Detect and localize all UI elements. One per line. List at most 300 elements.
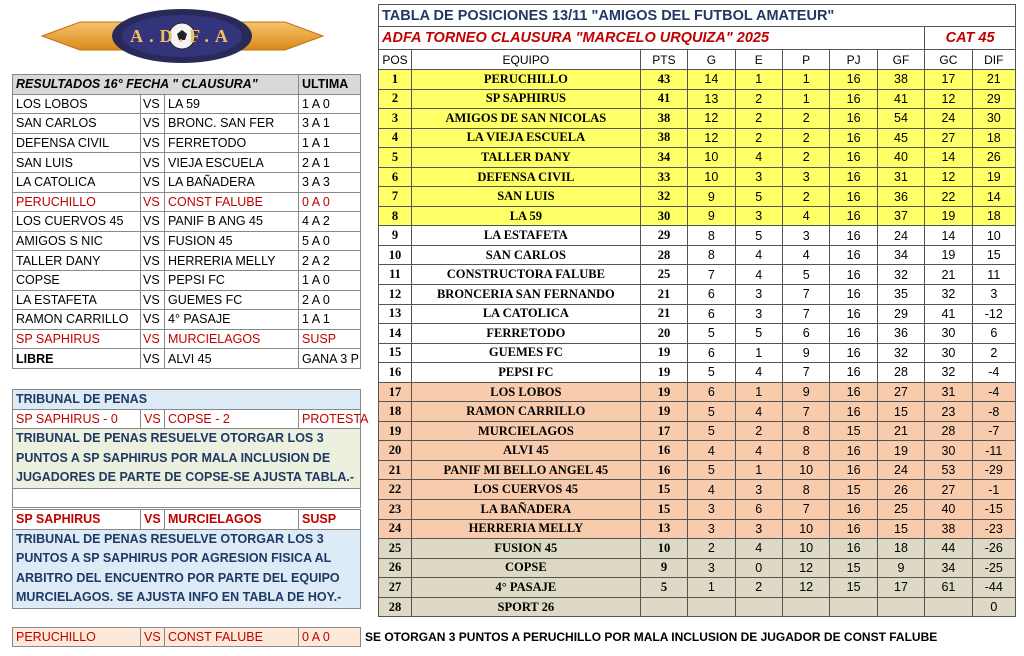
standings-gc: 41 — [925, 304, 972, 324]
standings-g — [688, 597, 735, 617]
standings-row — [379, 89, 1016, 109]
standings-g: 4 — [688, 441, 735, 461]
standings-p: 1 — [782, 70, 829, 90]
standings-p: 7 — [782, 363, 829, 383]
standings-dif: 29 — [972, 89, 1015, 109]
standings-gc: 27 — [925, 480, 972, 500]
standings-pos: 13 — [379, 304, 412, 324]
result-away: BRONC. SAN FER — [165, 114, 299, 134]
standings-row — [379, 324, 1016, 344]
standings-row — [379, 245, 1016, 265]
result-vs: VS — [141, 270, 165, 290]
result-row — [13, 251, 361, 271]
result-away: PANIF B ANG 45 — [165, 212, 299, 232]
standings-p: 9 — [782, 382, 829, 402]
standings-team: BRONCERIA SAN FERNANDO — [411, 285, 640, 305]
standings-gf — [877, 597, 924, 617]
standings-pj: 16 — [830, 402, 877, 422]
standings-gf: 54 — [877, 109, 924, 129]
standings-gc: 14 — [925, 148, 972, 168]
result-row — [13, 329, 361, 349]
standings-pos: 18 — [379, 402, 412, 422]
standings-p: 7 — [782, 402, 829, 422]
standings-pos: 8 — [379, 206, 412, 226]
standings-gf: 32 — [877, 265, 924, 285]
standings-e: 0 — [735, 558, 782, 578]
standings-gc: 31 — [925, 382, 972, 402]
standings-gc: 17 — [925, 70, 972, 90]
standings-team: SAN CARLOS — [411, 245, 640, 265]
standings-p: 10 — [782, 519, 829, 539]
standings-g: 4 — [688, 480, 735, 500]
standings-row — [379, 343, 1016, 363]
standings-e: 4 — [735, 402, 782, 422]
standings-e: 2 — [735, 578, 782, 598]
standings-row — [379, 382, 1016, 402]
standings-g: 2 — [688, 539, 735, 559]
standings-pj: 16 — [830, 167, 877, 187]
standings-pos: 2 — [379, 89, 412, 109]
standings-pos: 15 — [379, 343, 412, 363]
standings-e — [735, 597, 782, 617]
result-away: LA BAÑADERA — [165, 172, 299, 192]
tribunal-box-1 — [12, 389, 369, 508]
standings-dif: -12 — [972, 304, 1015, 324]
standings-pj: 15 — [830, 578, 877, 598]
standings-e: 2 — [735, 421, 782, 441]
standings-pts: 15 — [640, 480, 687, 500]
standings-g: 13 — [688, 89, 735, 109]
standings-pts: 43 — [640, 70, 687, 90]
standings-g: 6 — [688, 285, 735, 305]
standings-row — [379, 578, 1016, 598]
standings-dif: -8 — [972, 402, 1015, 422]
standings-team: 4° PASAJE — [411, 578, 640, 598]
result-away: MURCIELAGOS — [165, 329, 299, 349]
standings-team: GUEMES FC — [411, 343, 640, 363]
standings-header-row — [379, 50, 1016, 70]
tribunal1-spacer — [13, 488, 361, 507]
standings-pos: 14 — [379, 324, 412, 344]
standings-g: 8 — [688, 226, 735, 246]
standings-row — [379, 70, 1016, 90]
standings-pj: 16 — [830, 226, 877, 246]
standings-e: 5 — [735, 324, 782, 344]
result-row — [13, 290, 361, 310]
standings-gf: 26 — [877, 480, 924, 500]
standings-g: 9 — [688, 206, 735, 226]
standings-pj: 16 — [830, 324, 877, 344]
result-score: 1 A 1 — [299, 133, 361, 153]
standings-pos: 9 — [379, 226, 412, 246]
standings-row — [379, 421, 1016, 441]
result-score: 2 A 0 — [299, 290, 361, 310]
standings-e: 2 — [735, 89, 782, 109]
standings-gc: 12 — [925, 167, 972, 187]
result-home: LOS CUERVOS 45 — [13, 212, 141, 232]
result-row — [13, 114, 361, 134]
standings-pts: 28 — [640, 245, 687, 265]
standings-pj: 16 — [830, 109, 877, 129]
result-vs: VS — [141, 290, 165, 310]
standings-dif: -44 — [972, 578, 1015, 598]
result-row — [13, 212, 361, 232]
col-header-equipo: EQUIPO — [411, 50, 640, 70]
result-home: PERUCHILLO — [13, 192, 141, 212]
standings-e: 3 — [735, 519, 782, 539]
standings-gc: 28 — [925, 421, 972, 441]
result-vs: VS — [141, 94, 165, 114]
standings-dif: 26 — [972, 148, 1015, 168]
result-home: TALLER DANY — [13, 251, 141, 271]
standings-team: AMIGOS DE SAN NICOLAS — [411, 109, 640, 129]
standings-team: LA 59 — [411, 206, 640, 226]
standings-gc: 27 — [925, 128, 972, 148]
result-score: 2 A 2 — [299, 251, 361, 271]
standings-row — [379, 519, 1016, 539]
standings-pos: 3 — [379, 109, 412, 129]
standings-gc: 61 — [925, 578, 972, 598]
result-score: 3 A 3 — [299, 172, 361, 192]
result-vs: VS — [141, 349, 165, 369]
standings-row — [379, 441, 1016, 461]
standings-gc: 24 — [925, 109, 972, 129]
standings-gc: 32 — [925, 285, 972, 305]
result-home: LOS LOBOS — [13, 94, 141, 114]
result-score: 1 A 1 — [299, 310, 361, 330]
standings-p: 8 — [782, 421, 829, 441]
col-header-pj: PJ — [830, 50, 877, 70]
standings-p: 7 — [782, 285, 829, 305]
standings-title: TABLA DE POSICIONES 13/11 "AMIGOS DEL FUTBOL AMATEUR" — [379, 5, 1016, 27]
standings-dif: 10 — [972, 226, 1015, 246]
note-away: CONST FALUBE — [165, 628, 299, 647]
standings-pj: 16 — [830, 441, 877, 461]
result-away: LA 59 — [165, 94, 299, 114]
standings-p: 1 — [782, 89, 829, 109]
standings-e: 2 — [735, 109, 782, 129]
standings-pj: 16 — [830, 500, 877, 520]
result-home: COPSE — [13, 270, 141, 290]
standings-team: PANIF MI BELLO ANGEL 45 — [411, 460, 640, 480]
standings-pos: 22 — [379, 480, 412, 500]
note-message: SE OTORGAN 3 PUNTOS A PERUCHILLO POR MALA INCLUSION DE JUGADOR DE CONST FALUBE — [365, 630, 938, 644]
standings-pts: 29 — [640, 226, 687, 246]
standings-dif: 21 — [972, 70, 1015, 90]
standings-pj: 16 — [830, 128, 877, 148]
result-score: 0 A 0 — [299, 192, 361, 212]
standings-dif: 19 — [972, 167, 1015, 187]
standings-gc: 32 — [925, 363, 972, 383]
standings-g: 10 — [688, 167, 735, 187]
standings-pts — [640, 597, 687, 617]
standings-gc: 19 — [925, 206, 972, 226]
standings-pj: 16 — [830, 519, 877, 539]
standings-g: 14 — [688, 70, 735, 90]
standings-gf: 34 — [877, 245, 924, 265]
standings-pj: 16 — [830, 363, 877, 383]
standings-team: DEFENSA CIVIL — [411, 167, 640, 187]
standings-e: 3 — [735, 167, 782, 187]
standings-p: 12 — [782, 578, 829, 598]
standings-pts: 21 — [640, 285, 687, 305]
standings-gf: 31 — [877, 167, 924, 187]
standings-row — [379, 480, 1016, 500]
standings-row — [379, 187, 1016, 207]
standings-pos: 17 — [379, 382, 412, 402]
standings-gf: 18 — [877, 539, 924, 559]
standings-gf: 37 — [877, 206, 924, 226]
standings-pos: 21 — [379, 460, 412, 480]
standings-pos: 20 — [379, 441, 412, 461]
results-header — [13, 75, 361, 95]
standings-e: 4 — [735, 539, 782, 559]
standings-gf: 15 — [877, 402, 924, 422]
standings-gc: 19 — [925, 245, 972, 265]
standings-pj: 15 — [830, 558, 877, 578]
adfa-logo — [40, 6, 325, 66]
standings-pts: 10 — [640, 539, 687, 559]
result-vs: VS — [141, 133, 165, 153]
standings-pos: 19 — [379, 421, 412, 441]
standings-pos: 23 — [379, 500, 412, 520]
standings-pos: 5 — [379, 148, 412, 168]
standings-gc: 44 — [925, 539, 972, 559]
standings-p: 4 — [782, 206, 829, 226]
standings-gc: 30 — [925, 441, 972, 461]
col-header-pos: POS — [379, 50, 412, 70]
result-vs: VS — [141, 251, 165, 271]
result-away: CONST FALUBE — [165, 192, 299, 212]
result-row — [13, 172, 361, 192]
standings-gc: 14 — [925, 226, 972, 246]
standings-p: 9 — [782, 343, 829, 363]
standings-pts: 19 — [640, 382, 687, 402]
standings-pts: 21 — [640, 304, 687, 324]
result-row — [13, 153, 361, 173]
standings-team: SPORT 26 — [411, 597, 640, 617]
standings-team: PEPSI FC — [411, 363, 640, 383]
standings-team: ALVI 45 — [411, 441, 640, 461]
standings-g: 5 — [688, 421, 735, 441]
tribunal2-away: MURCIELAGOS — [165, 510, 299, 530]
result-away: HERRERIA MELLY — [165, 251, 299, 271]
result-vs: VS — [141, 329, 165, 349]
standings-gc: 34 — [925, 558, 972, 578]
result-away: 4° PASAJE — [165, 310, 299, 330]
standings-dif: 14 — [972, 187, 1015, 207]
standings-row — [379, 500, 1016, 520]
standings-category: CAT 45 — [925, 27, 1016, 50]
standings-dif: -7 — [972, 421, 1015, 441]
bottom-note — [12, 627, 1023, 647]
standings-pts: 17 — [640, 421, 687, 441]
standings-g: 5 — [688, 324, 735, 344]
col-header-g: G — [688, 50, 735, 70]
col-header-dif: DIF — [972, 50, 1015, 70]
standings-gf: 21 — [877, 421, 924, 441]
standings-gf: 24 — [877, 226, 924, 246]
standings-gf: 29 — [877, 304, 924, 324]
standings-gc: 38 — [925, 519, 972, 539]
standings-pts: 30 — [640, 206, 687, 226]
results-title: RESULTADOS 16° FECHA " CLAUSURA" — [13, 75, 299, 95]
result-row — [13, 192, 361, 212]
standings-pj: 16 — [830, 304, 877, 324]
standings-pj: 16 — [830, 148, 877, 168]
standings-gc: 22 — [925, 187, 972, 207]
standings-pj — [830, 597, 877, 617]
result-score: 1 A 0 — [299, 270, 361, 290]
standings-row — [379, 402, 1016, 422]
standings-dif: -15 — [972, 500, 1015, 520]
result-score: 4 A 2 — [299, 212, 361, 232]
standings-g: 12 — [688, 128, 735, 148]
result-vs: VS — [141, 212, 165, 232]
standings-row — [379, 304, 1016, 324]
standings-g: 8 — [688, 245, 735, 265]
standings-pts: 38 — [640, 128, 687, 148]
standings-row — [379, 285, 1016, 305]
standings-e: 1 — [735, 343, 782, 363]
standings-team: LA VIEJA ESCUELA — [411, 128, 640, 148]
result-row — [13, 231, 361, 251]
standings-pts: 9 — [640, 558, 687, 578]
standings-gf: 15 — [877, 519, 924, 539]
standings-gf: 27 — [877, 382, 924, 402]
standings-pts: 32 — [640, 187, 687, 207]
tribunal2-status: SUSP — [299, 510, 361, 530]
result-away: PEPSI FC — [165, 270, 299, 290]
tribunal-box-2 — [12, 509, 361, 609]
standings-gf: 38 — [877, 70, 924, 90]
standings-pts: 38 — [640, 109, 687, 129]
standings-pts: 13 — [640, 519, 687, 539]
standings-pts: 25 — [640, 265, 687, 285]
standings-g: 5 — [688, 402, 735, 422]
standings-row — [379, 109, 1016, 129]
standings-pts: 34 — [640, 148, 687, 168]
standings-gf: 36 — [877, 187, 924, 207]
tribunal1-home: SP SAPHIRUS - 0 — [13, 409, 141, 429]
standings-row — [379, 167, 1016, 187]
standings-pts: 41 — [640, 89, 687, 109]
logo-text: A.D.F.A — [130, 26, 234, 46]
standings-pj: 16 — [830, 265, 877, 285]
tribunal1-vs: VS — [141, 409, 165, 429]
standings-g: 12 — [688, 109, 735, 129]
standings-pj: 16 — [830, 206, 877, 226]
standings-pj: 16 — [830, 382, 877, 402]
standings-g: 6 — [688, 382, 735, 402]
standings-p: 3 — [782, 167, 829, 187]
standings-pos: 28 — [379, 597, 412, 617]
standings-row — [379, 597, 1016, 617]
standings-team: TALLER DANY — [411, 148, 640, 168]
standings-gc — [925, 597, 972, 617]
standings-e: 4 — [735, 441, 782, 461]
standings-dif: -25 — [972, 558, 1015, 578]
standings-gf: 24 — [877, 460, 924, 480]
standings-gf: 40 — [877, 148, 924, 168]
standings-pj: 16 — [830, 460, 877, 480]
standings-subtitle: ADFA TORNEO CLAUSURA "MARCELO URQUIZA" 2025 — [379, 27, 925, 50]
standings-team: LA BAÑADERA — [411, 500, 640, 520]
standings-pj: 15 — [830, 480, 877, 500]
result-score: 3 A 1 — [299, 114, 361, 134]
standings-e: 5 — [735, 187, 782, 207]
standings-pj: 16 — [830, 89, 877, 109]
standings-g: 7 — [688, 265, 735, 285]
standings-e: 4 — [735, 265, 782, 285]
note-home: PERUCHILLO — [13, 628, 141, 647]
standings-pos: 11 — [379, 265, 412, 285]
standings-gf: 17 — [877, 578, 924, 598]
standings-e: 4 — [735, 245, 782, 265]
standings-g: 9 — [688, 187, 735, 207]
standings-gf: 35 — [877, 285, 924, 305]
result-home: RAMON CARRILLO — [13, 310, 141, 330]
standings-gf: 45 — [877, 128, 924, 148]
standings-pos: 1 — [379, 70, 412, 90]
note-vs: VS — [141, 628, 165, 647]
standings-row — [379, 206, 1016, 226]
standings-g: 1 — [688, 578, 735, 598]
standings-pos: 25 — [379, 539, 412, 559]
standings-pj: 16 — [830, 187, 877, 207]
standings-gf: 9 — [877, 558, 924, 578]
standings-g: 3 — [688, 500, 735, 520]
standings-pts: 5 — [640, 578, 687, 598]
result-score: SUSP — [299, 329, 361, 349]
standings-pj: 16 — [830, 539, 877, 559]
standings-e: 4 — [735, 363, 782, 383]
standings-g: 6 — [688, 304, 735, 324]
standings-gc: 30 — [925, 324, 972, 344]
result-score: 5 A 0 — [299, 231, 361, 251]
result-row — [13, 133, 361, 153]
standings-p: 7 — [782, 304, 829, 324]
standings-g: 3 — [688, 519, 735, 539]
standings-team: PERUCHILLO — [411, 70, 640, 90]
standings-g: 3 — [688, 558, 735, 578]
standings-p: 5 — [782, 265, 829, 285]
result-vs: VS — [141, 192, 165, 212]
standings-gc: 23 — [925, 402, 972, 422]
result-row — [13, 310, 361, 330]
standings-p: 8 — [782, 480, 829, 500]
standings-dif: -29 — [972, 460, 1015, 480]
standings-p: 8 — [782, 441, 829, 461]
standings-team: CONSTRUCTORA FALUBE — [411, 265, 640, 285]
standings-gc: 21 — [925, 265, 972, 285]
result-vs: VS — [141, 231, 165, 251]
standings-dif: -4 — [972, 382, 1015, 402]
standings-team: LOS LOBOS — [411, 382, 640, 402]
standings-pos: 16 — [379, 363, 412, 383]
standings-pj: 16 — [830, 70, 877, 90]
result-row — [13, 349, 361, 369]
standings-gf: 36 — [877, 324, 924, 344]
standings-pj: 16 — [830, 285, 877, 305]
standings-dif: 11 — [972, 265, 1015, 285]
standings-row — [379, 128, 1016, 148]
standings-p: 12 — [782, 558, 829, 578]
standings-gc: 40 — [925, 500, 972, 520]
standings-team: LA CATOLICA — [411, 304, 640, 324]
standings-gc: 12 — [925, 89, 972, 109]
standings-pos: 26 — [379, 558, 412, 578]
